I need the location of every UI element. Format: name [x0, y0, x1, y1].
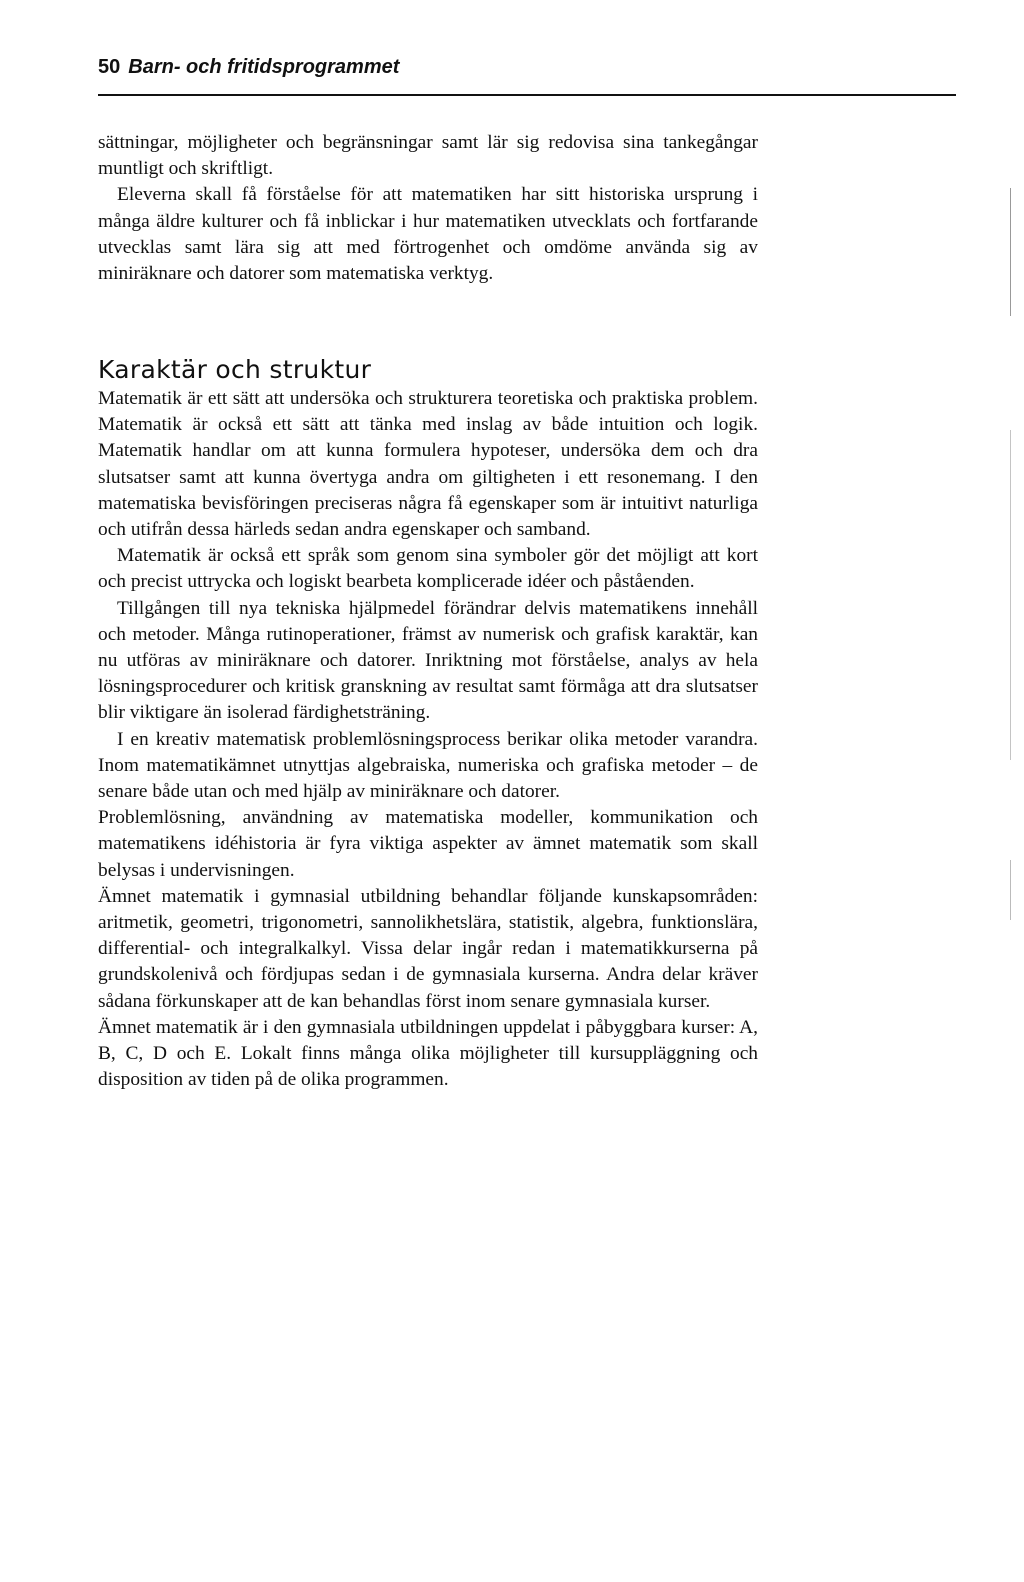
scan-margin-mark — [1010, 860, 1011, 920]
header-rule — [98, 94, 956, 96]
paragraph: Matematik är ett sätt att undersöka och strukturera teoretiska och praktiska problem. Matematik är också ett sätt att tänka med inslag av både intuition och logik. Matematik handlar om att kunna formulera hypoteser, undersöka dem och dra slutsatser samt att kunna övertyga andra om giltigheten i ett resonemang. I den matematiska bevisföringen preciseras några få egenskaper som är intuitivt naturliga och utifrån dessa härleds sedan andra egenskaper och samband. — [98, 388, 758, 541]
paragraph: Tillgången till nya tekniska hjälpmedel förändrar delvis matematikens innehåll och metoder. Många rutinoperationer, främst av numerisk och grafisk karaktär, kan nu utföras av miniräknare och datorer. Inriktning mot förståelse, analys av hela lösningsprocedurer och kritisk granskning av resultat samt förmåga att dra slutsatser blir viktigare än isolerad färdighetsträning. — [98, 597, 758, 724]
section-heading: Karaktär och struktur — [98, 355, 372, 384]
section-text-block — [98, 386, 758, 1093]
page-number: 50 — [98, 56, 121, 78]
paragraph: Ämnet matematik är i den gymnasiala utbildningen uppdelat i påbyggbara kurser: A, B, C, D och E. Lokalt finns många olika möjligheter till kursuppläggning och disposition av tiden på de olika programmen. — [98, 1016, 758, 1091]
scan-margin-mark — [1010, 188, 1011, 316]
paragraph: Eleverna skall få förståelse för att matematiken har sitt historiska ursprung i många äldre kulturer och få inblickar i hur matematiken utvecklats och fortfarande utvecklas samt lära sig att med förtrogenhet och omdöme använda sig av miniräknare och datorer som matematiska verktyg. — [98, 184, 758, 285]
paragraph: sättningar, möjligheter och begränsningar samt lär sig redovisa sina tankegångar muntligt och skriftligt. — [98, 132, 758, 180]
running-header — [98, 56, 954, 96]
running-title: Barn- och fritidsprogrammet — [128, 56, 400, 78]
scan-margin-mark — [1010, 430, 1011, 760]
paragraph: Problemlösning, användning av matematiska modeller, kommunikation och matematikens idéhistoria är fyra viktiga aspekter av ämnet matematik som skall belysas i undervisningen. — [98, 807, 758, 881]
paragraph: I en kreativ matematisk problemlösningsprocess berikar olika metoder varandra. Inom matematikämnet utnyttjas algebraiska, numeriska och grafiska metoder – de senare både utan och med hjälp av miniräknare och datorer. — [98, 728, 758, 803]
intro-text-block — [98, 130, 758, 287]
paragraph: Ämnet matematik i gymnasial utbildning behandlar följande kunskapsområden: aritmetik, geometri, trigonometri, sannolikhetslära, statistik, algebra, funktionslära, differential- och integralkalkyl. Vissa delar ingår redan i matematikkurserna på grundskolenivå och fördjupas sedan i de gymnasiala kurserna. Andra delar kräver sådana förkunskaper att de kan behandlas först inom senare gymnasiala kurser. — [98, 885, 758, 1012]
paragraph: Matematik är också ett språk som genom sina symboler gör det möjligt att kort och precist uttrycka och logiskt bearbeta komplicerade idéer och påståenden. — [98, 545, 758, 593]
